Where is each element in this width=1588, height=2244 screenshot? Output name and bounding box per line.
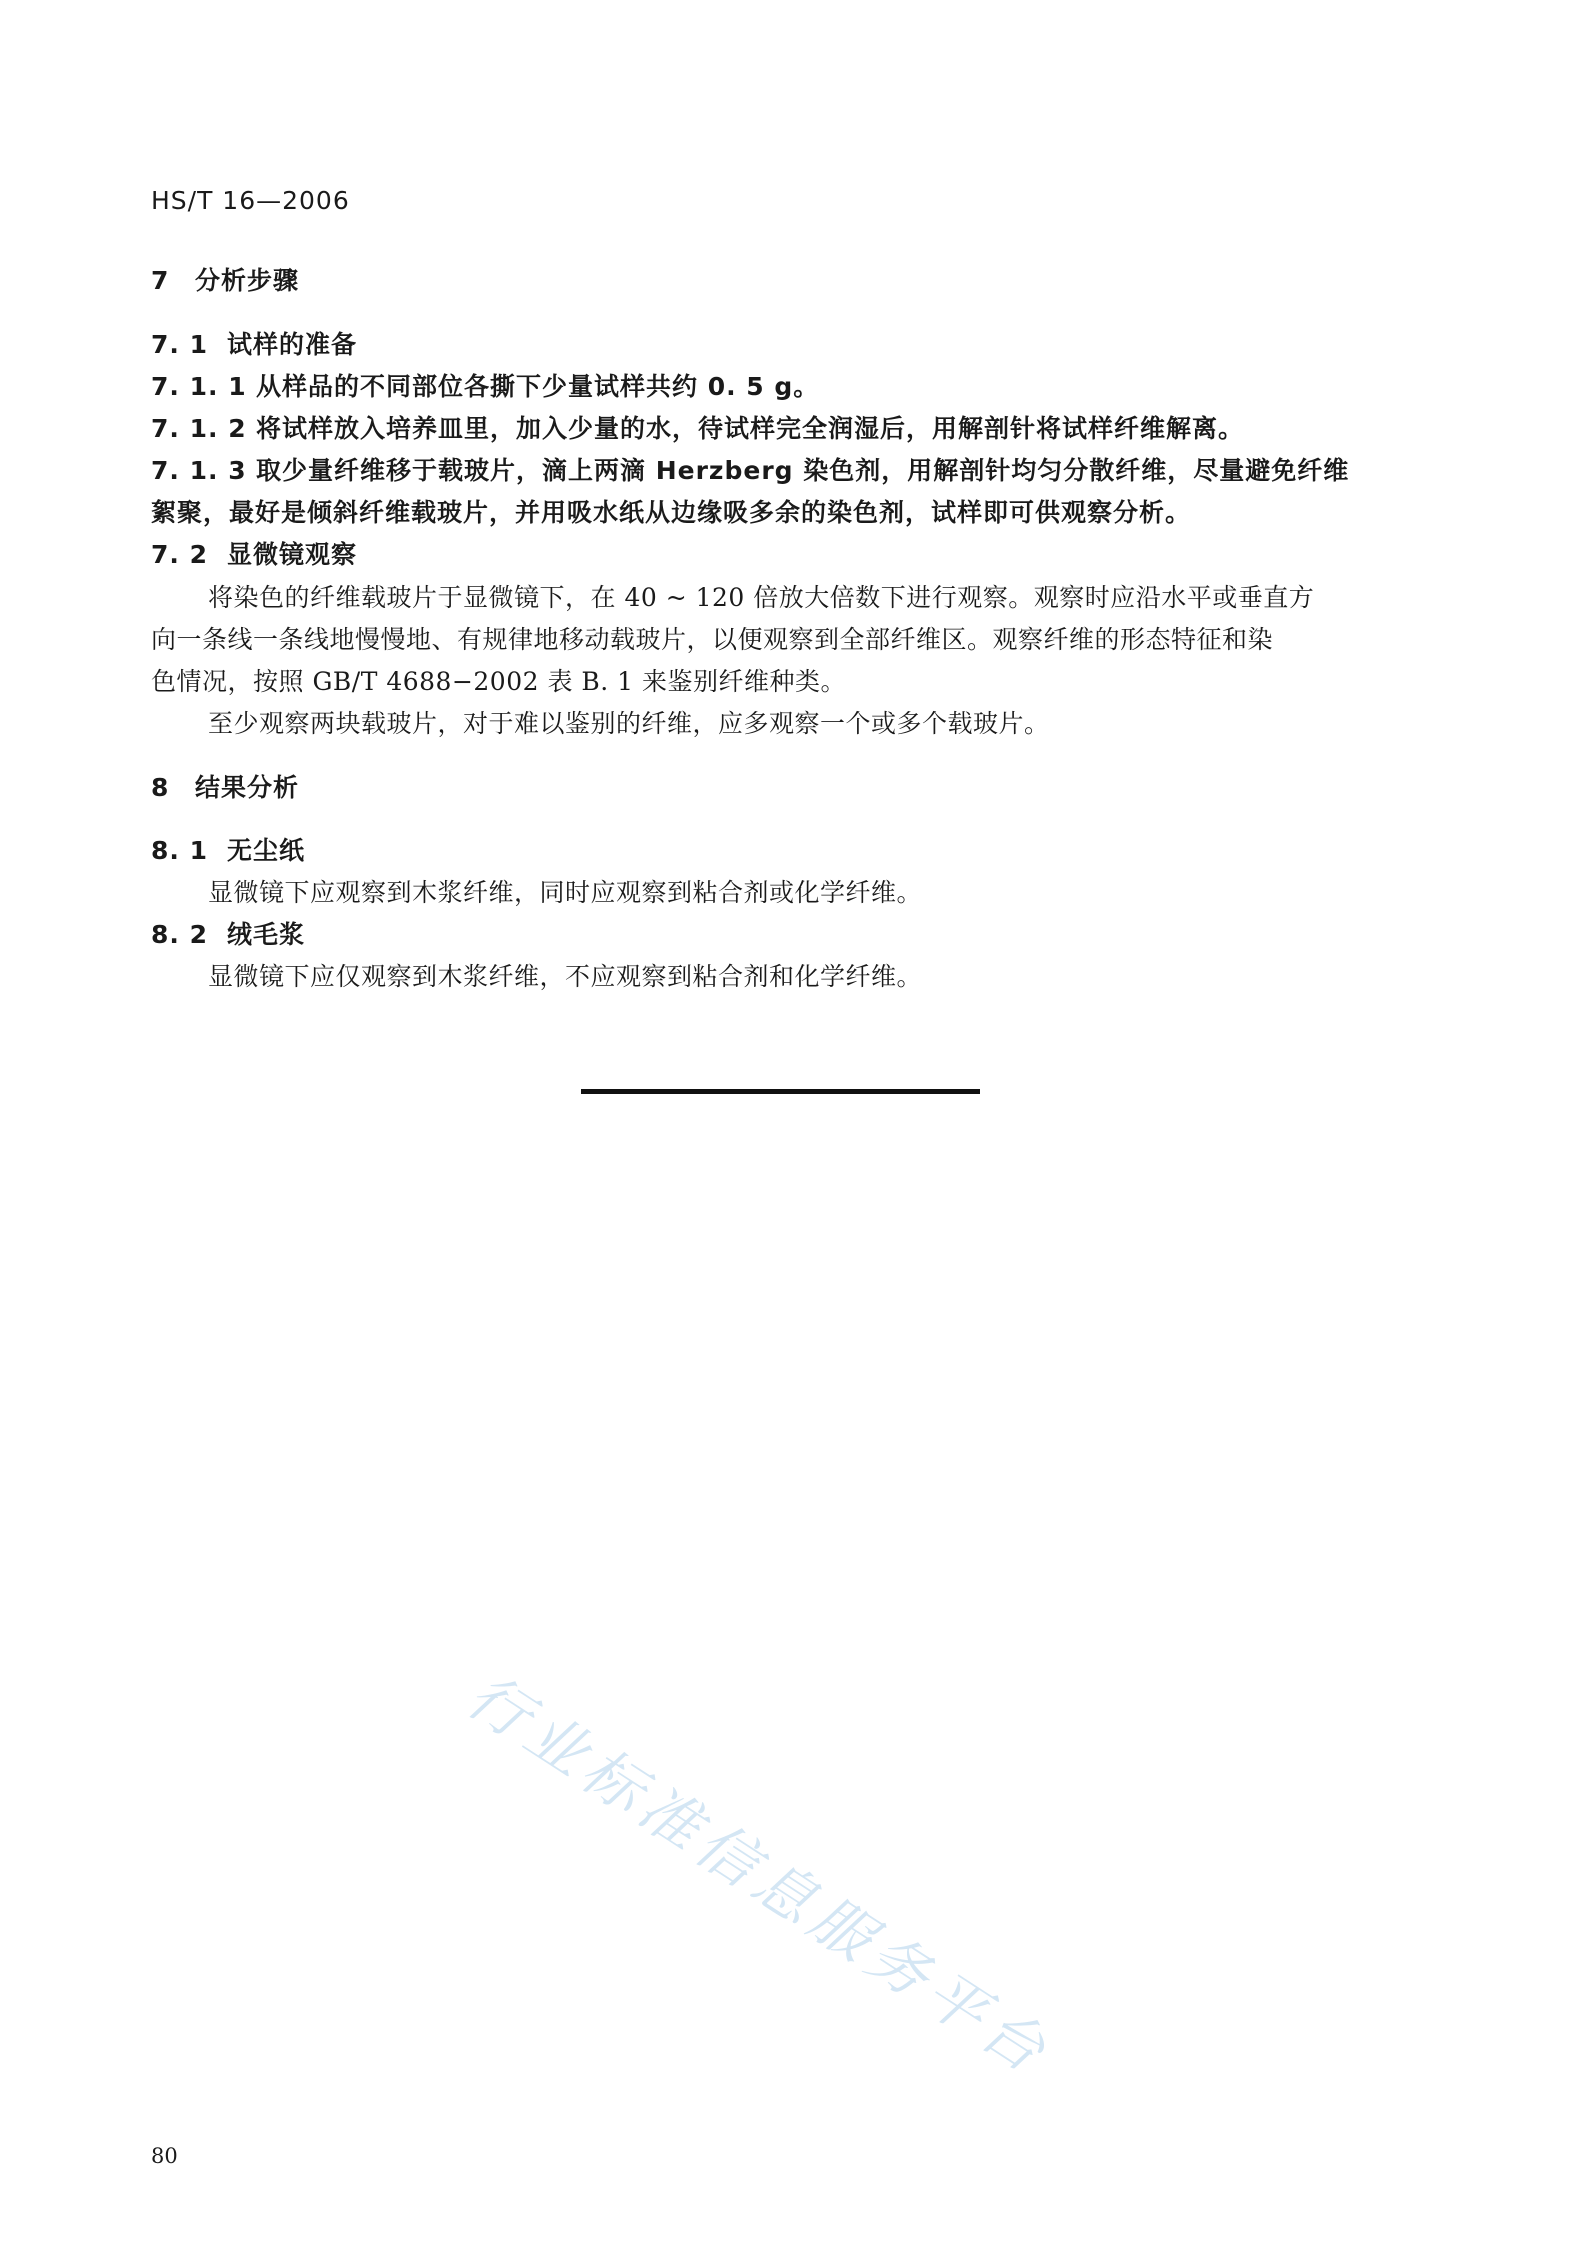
end-of-document-rule — [581, 1089, 980, 1094]
paragraph-7-2-line-2: 向一条线一条线地慢慢地、有规律地移动载玻片，以便观察到全部纤维区。观察纤维的形态特征和染 — [151, 625, 1274, 654]
section-title: 结果分析 — [195, 773, 300, 802]
section-title: 试样的准备 — [227, 330, 358, 359]
section-number: 7 — [151, 266, 170, 295]
section-title: 绒毛浆 — [227, 920, 306, 949]
clause-7-1-1 — [151, 372, 819, 402]
section-7-heading — [151, 266, 299, 296]
paragraph-7-2-line-1: 将染色的纤维载玻片于显微镜下，在 40 ~ 120 倍放大倍数下进行观察。观察时应沿水平或垂直方 — [208, 583, 1315, 612]
section-title: 分析步骤 — [195, 266, 300, 295]
section-title: 无尘纸 — [227, 836, 306, 865]
document-code: HS/T 16—2006 — [151, 186, 350, 215]
section-8-heading — [151, 773, 299, 803]
clause-text: 从样品的不同部位各撕下少量试样共约 0. 5 g。 — [256, 372, 820, 401]
section-8-2-heading — [151, 920, 305, 950]
section-8-1-heading — [151, 836, 305, 866]
section-number: 8. 1 — [151, 836, 208, 865]
paragraph-8-1: 显微镜下应观察到木浆纤维，同时应观察到粘合剂或化学纤维。 — [208, 878, 923, 907]
clause-7-1-3-line-1 — [151, 456, 1349, 486]
clause-text: 取少量纤维移于载玻片，滴上两滴 Herzberg 染色剂，用解剖针均匀分散纤维，尽量避免纤维 — [256, 456, 1350, 485]
watermark: 行业标准信息服务平台 — [454, 1660, 1064, 2090]
paragraph-7-2-p2: 至少观察两块载玻片，对于难以鉴别的纤维，应多观察一个或多个载玻片。 — [208, 709, 1050, 738]
section-number: 8 — [151, 773, 170, 802]
paragraph-7-2-line-3: 色情况，按照 GB/T 4688−2002 表 B. 1 来鉴别纤维种类。 — [151, 667, 847, 696]
section-number: 7. 2 — [151, 540, 208, 569]
clause-7-1-3-line-2: 絮聚，最好是倾斜纤维载玻片，并用吸水纸从边缘吸多余的染色剂，试样即可供观察分析。 — [151, 498, 1192, 527]
paragraph-8-2: 显微镜下应仅观察到木浆纤维，不应观察到粘合剂和化学纤维。 — [208, 962, 923, 991]
section-number: 8. 2 — [151, 920, 208, 949]
clause-number: 7. 1. 1 — [151, 372, 247, 401]
section-7-1-heading — [151, 330, 357, 360]
page-number: 80 — [151, 2144, 178, 2168]
section-title: 显微镜观察 — [227, 540, 358, 569]
section-7-2-heading — [151, 540, 357, 570]
clause-number: 7. 1. 2 — [151, 414, 247, 443]
clause-7-1-2 — [151, 414, 1244, 444]
section-number: 7. 1 — [151, 330, 208, 359]
clause-number: 7. 1. 3 — [151, 456, 247, 485]
clause-text: 将试样放入培养皿里，加入少量的水，待试样完全润湿后，用解剖针将试样纤维解离。 — [256, 414, 1245, 443]
